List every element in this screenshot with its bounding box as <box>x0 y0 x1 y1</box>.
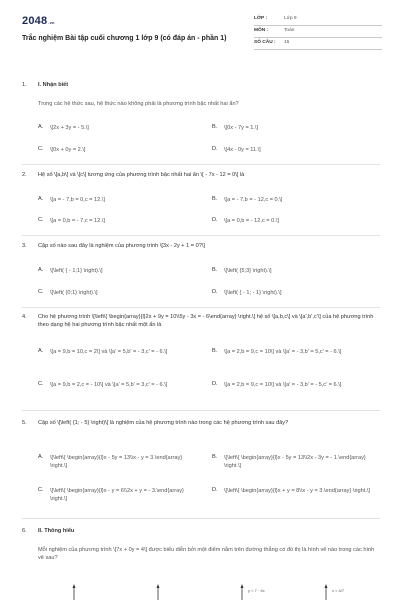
meta-value: Toán <box>284 28 295 34</box>
site-logo[interactable] <box>22 14 55 29</box>
section-heading-2 <box>22 528 380 536</box>
question-stem-3: Cặp số nào sau đây là nghiệm của phương trình \[3x - 2y + 1 = 0?\] <box>38 243 205 249</box>
divider <box>22 410 380 411</box>
option-3b[interactable]: B. \[\left( {5;3} \right).\] <box>212 267 272 274</box>
meta-row-count <box>254 38 382 50</box>
question-number: 3. <box>22 243 27 249</box>
option-1c[interactable]: C. \[0x + 0y = 2.\] <box>38 146 86 153</box>
option-5a[interactable]: A. \[\left\{ \begin{array}{l}x - 5y = 13\\x - y = 3.\end{array} \right.\] <box>38 454 183 470</box>
question-4 <box>22 314 380 329</box>
graph-line-label: x = 4/7 <box>332 588 345 593</box>
graph-axes-icon <box>320 582 332 600</box>
divider <box>22 235 380 236</box>
question-number: 4. <box>22 314 27 320</box>
question-stem-1: Trong các hệ thức sau, hệ thức nào không phải là phương trình bậc nhất hai ẩn? <box>38 101 239 107</box>
option-graph-c[interactable] <box>236 582 286 600</box>
meta-row-subject <box>254 26 382 38</box>
meta-value: Lớp 9 <box>284 16 297 22</box>
option-2d[interactable]: D. \[a = 0,b = - 12,c = 0.\] <box>212 217 279 224</box>
meta-table <box>254 14 382 50</box>
option-graph-b[interactable] <box>150 582 190 600</box>
question-stem-2: Hệ số \[a,b\] và \[c\] tương ứng của phương trình bậc nhất hai ẩn \[ - 7x - 12 = 0\] là <box>38 172 245 178</box>
divider <box>22 307 380 308</box>
divider <box>22 518 380 519</box>
question-number: 6. <box>22 528 27 534</box>
option-2c[interactable]: C. \[a = 0,b = - 7,c = 12.\] <box>38 217 105 224</box>
meta-key: SỐ CÂU : <box>254 40 276 46</box>
option-1b[interactable]: B. \[0x - 7y = 1.\] <box>212 124 259 131</box>
graph-axes-icon <box>150 582 190 600</box>
option-2a[interactable]: A. \[a = - 7,b = 0,c = 12.\] <box>38 196 105 203</box>
section-title: I. Nhận biết <box>38 82 69 88</box>
section-title: II. Thông hiểu <box>38 528 75 534</box>
option-5b[interactable]: B. \[\left\{ \begin{array}{l}x - 5y = 13\\2x - 3y = - 1.\end{array} \right.\] <box>212 454 366 470</box>
option-3d[interactable]: D. \[\left( { - 1; - 1} \right).\] <box>212 289 282 296</box>
option-1d[interactable]: D. \[4x - 0y = 11.\] <box>212 146 261 153</box>
question-number: 2. <box>22 172 27 178</box>
divider <box>22 164 380 165</box>
graph-axes-icon <box>236 582 248 600</box>
option-3a[interactable]: A. \[\left( { - 1;1} \right).\] <box>38 267 103 274</box>
option-4a[interactable]: A. \[a = 9,b = 10,c = 2\] và \[a' = 5,b' = - 3,c' = - 6.\] <box>38 348 168 355</box>
option-3c[interactable]: C. \[\left( {0;1} \right).\] <box>38 289 98 296</box>
option-graph-a[interactable] <box>66 582 106 600</box>
option-graph-d[interactable] <box>320 582 370 600</box>
graph-axes-icon <box>66 582 106 600</box>
graph-line-label: y = 7 · 4x <box>248 588 265 593</box>
option-5d[interactable]: D. \[\left\{ \begin{array}{l}x + y = 8\\x - y = 3.\end{array} \right.\] <box>212 487 370 494</box>
option-4b[interactable]: B. \[a = 2,b = 9,c = 10\] và \[a' = - 3,b' = 5,c' = - 6.\] <box>212 348 342 355</box>
question-number: 5. <box>22 420 27 426</box>
section-heading-1 <box>22 82 380 90</box>
question-2 <box>22 172 380 180</box>
option-5c[interactable]: C. \[\left\{ \begin{array}{l}x - y = 6\\2x + y = - 3.\end{array} \right.\] <box>38 487 184 503</box>
page-title: Trắc nghiệm Bài tập cuối chương 1 lớp 9 (có đáp án - phần 1) <box>22 35 227 42</box>
question-3 <box>22 243 380 251</box>
meta-key: MÔN : <box>254 28 269 34</box>
logo-sub: .vn <box>48 20 55 25</box>
question-5 <box>22 420 380 428</box>
question-stem-6: Mỗi nghiệm của phương trình \[7x + 0y = 4\] được biểu diễn bởi một điểm nằm trên đường thẳng có đồ thị là hình vẽ nào trong các hình vẽ sau? <box>38 547 375 562</box>
meta-value: 15 <box>284 40 290 46</box>
question-stem-5: Cặp số \[\left( {1; - 5} \right)\] là nghiệm của hệ phương trình nào trong các hệ phương trình sau đây? <box>38 420 289 426</box>
option-1a[interactable]: A. \[2x + 3y = - 5.\] <box>38 124 89 131</box>
question-stem-4: Cho hệ phương trình \[\left\{ \begin{array}{l}2x + 9y = 10\\5y - 3x = - 6\end{array} \right.\] hệ số \[a,b,c\] và \[a',b',c'\] của hệ phương trình theo dạng hệ hai phương trình bậc nhất một ẩn là <box>38 314 374 328</box>
option-2b[interactable]: B. \[a = - 7,b = - 12,c = 0.\] <box>212 196 283 203</box>
question-number: 1. <box>22 82 27 88</box>
logo-main: 2048 <box>22 15 48 27</box>
option-4d[interactable]: D. \[a = 2,b = 9,c = 10\] và \[a' = - 3,b' = - 5,c' = 6.\] <box>212 381 342 388</box>
meta-row-class <box>254 14 382 26</box>
option-4c[interactable]: C. \[a = 9,b = 2,c = - 10\] và \[a' = 5,b' = 3,c' = - 6.\] <box>38 381 168 388</box>
meta-key: LỚP : <box>254 16 268 22</box>
